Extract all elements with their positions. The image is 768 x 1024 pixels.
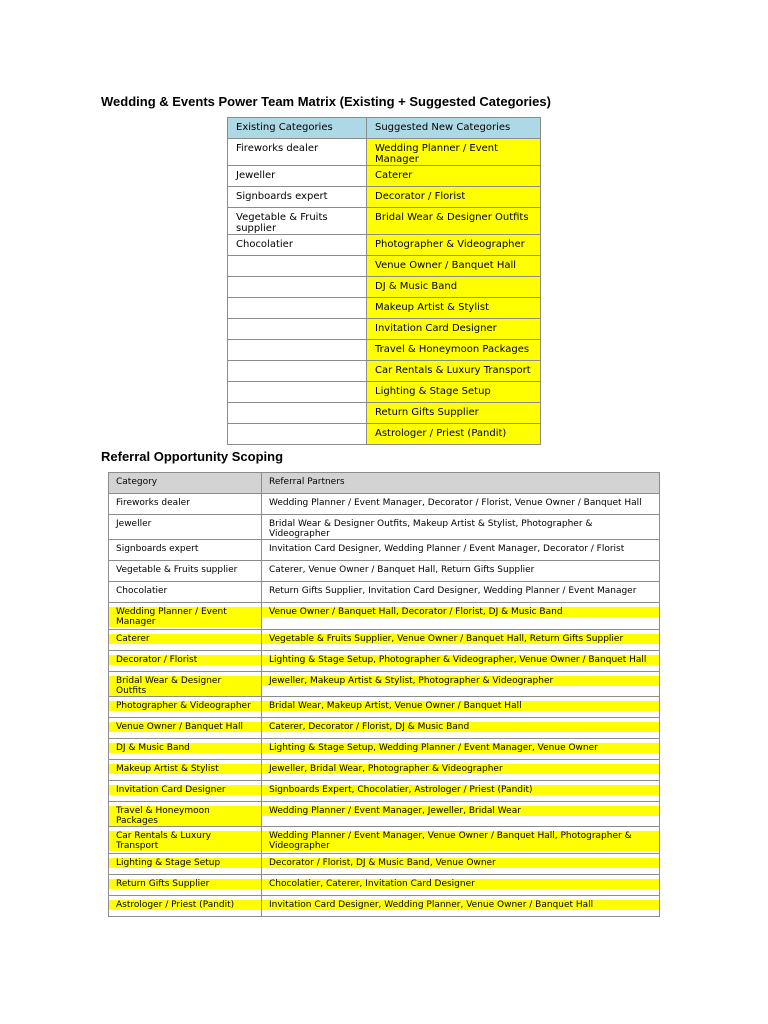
table-row [228, 340, 541, 361]
existing-category-cell [228, 424, 367, 445]
referral-category-cell [109, 672, 262, 697]
suggested-category-cell: Invitation Card Designer [367, 319, 541, 340]
referral-partners-cell [262, 781, 660, 802]
referral-category-text: Caterer [109, 634, 261, 644]
referral-category-text: Travel & Honeymoon Packages [109, 806, 261, 826]
referral-category-cell [109, 802, 262, 827]
suggested-category-cell: Caterer [367, 166, 541, 187]
referral-category-text: Decorator / Florist [109, 655, 261, 665]
table-row [228, 277, 541, 298]
table-row [109, 781, 660, 802]
table-row [109, 760, 660, 781]
referral-partners-cell [262, 718, 660, 739]
table-row [228, 382, 541, 403]
suggested-category-cell: Venue Owner / Banquet Hall [367, 256, 541, 277]
referral-category-text: DJ & Music Band [109, 743, 261, 753]
referral-category-cell [109, 827, 262, 854]
existing-category-cell [228, 256, 367, 277]
referral-category-text: Lighting & Stage Setup [109, 858, 261, 868]
referral-partners-cell [262, 697, 660, 718]
power-team-matrix-table [227, 117, 541, 445]
table-row [109, 718, 660, 739]
table-row [228, 166, 541, 187]
referral-partners-text: Caterer, Venue Owner / Banquet Hall, Return Gifts Supplier [269, 565, 535, 575]
suggested-category-cell: Lighting & Stage Setup [367, 382, 541, 403]
referral-category-cell [109, 718, 262, 739]
referral-partners-cell [262, 582, 660, 603]
existing-category-cell: Jeweller [228, 166, 367, 187]
referral-category-cell [109, 739, 262, 760]
table-row [228, 403, 541, 424]
referral-partners-text: Invitation Card Designer, Wedding Planner, Venue Owner / Banquet Hall [262, 900, 659, 910]
matrix-title: Wedding & Events Power Team Matrix (Existing + Suggested Categories) [101, 94, 551, 109]
referral-partners-text: Wedding Planner / Event Manager, Jeweller, Bridal Wear [262, 806, 659, 816]
referral-category-cell [109, 540, 262, 561]
table-row [109, 651, 660, 672]
existing-category-cell: Vegetable & Fruits supplier [228, 208, 367, 235]
referral-partners-text: Jeweller, Bridal Wear, Photographer & Videographer [262, 764, 659, 774]
suggested-category-cell: Bridal Wear & Designer Outfits [367, 208, 541, 235]
referral-partners-text: Lighting & Stage Setup, Wedding Planner / Event Manager, Venue Owner [262, 743, 659, 753]
referral-partners-text: Lighting & Stage Setup, Photographer & Videographer, Venue Owner / Banquet Hall [262, 655, 659, 665]
referral-category-text: Fireworks dealer [116, 498, 190, 508]
referral-partners-cell [262, 540, 660, 561]
referral-partners-text: Decorator / Florist, DJ & Music Band, Venue Owner [262, 858, 659, 868]
table-row [228, 187, 541, 208]
existing-category-cell [228, 319, 367, 340]
referral-category-cell [109, 697, 262, 718]
referral-partners-cell [262, 875, 660, 896]
referral-partners-cell [262, 561, 660, 582]
column-header-existing: Existing Categories [228, 118, 367, 139]
column-header-suggested: Suggested New Categories [367, 118, 541, 139]
table-row [228, 298, 541, 319]
referral-partners-cell [262, 760, 660, 781]
table-row [228, 208, 541, 235]
referral-category-text: Return Gifts Supplier [109, 879, 261, 889]
referral-category-cell [109, 651, 262, 672]
suggested-category-cell: Photographer & Videographer [367, 235, 541, 256]
table-row [228, 361, 541, 382]
referral-partners-cell [262, 802, 660, 827]
table-row [109, 603, 660, 630]
referral-partners-cell [262, 651, 660, 672]
referral-partners-text: Invitation Card Designer, Wedding Planner / Event Manager, Decorator / Florist [269, 544, 625, 554]
column-header-partners: Referral Partners [262, 473, 660, 494]
existing-category-cell: Fireworks dealer [228, 139, 367, 166]
table-header-row [109, 473, 660, 494]
suggested-category-cell: Astrologer / Priest (Pandit) [367, 424, 541, 445]
referral-partners-text: Return Gifts Supplier, Invitation Card Designer, Wedding Planner / Event Manager [269, 586, 637, 596]
table-row [109, 697, 660, 718]
referral-partners-text: Vegetable & Fruits Supplier, Venue Owner / Banquet Hall, Return Gifts Supplier [262, 634, 659, 644]
referral-partners-text: Bridal Wear & Designer Outfits, Makeup Artist & Stylist, Photographer & Videographer [269, 519, 593, 539]
referral-partners-cell [262, 739, 660, 760]
referral-partners-cell [262, 854, 660, 875]
table-row [109, 739, 660, 760]
table-row [109, 875, 660, 896]
referral-category-text: Invitation Card Designer [109, 785, 261, 795]
table-row [228, 235, 541, 256]
referral-category-text: Chocolatier [116, 586, 168, 596]
table-row [109, 672, 660, 697]
referral-partners-text: Wedding Planner / Event Manager, Decorator / Florist, Venue Owner / Banquet Hall [269, 498, 642, 508]
referral-partners-text: Signboards Expert, Chocolatier, Astrologer / Priest (Pandit) [262, 785, 659, 795]
referral-partners-text: Chocolatier, Caterer, Invitation Card Designer [262, 879, 659, 889]
referral-partners-cell [262, 672, 660, 697]
table-row [109, 540, 660, 561]
referral-category-cell [109, 875, 262, 896]
referral-partners-cell [262, 603, 660, 630]
suggested-category-cell: Return Gifts Supplier [367, 403, 541, 424]
referral-category-cell [109, 494, 262, 515]
table-row [109, 561, 660, 582]
existing-category-cell: Signboards expert [228, 187, 367, 208]
suggested-category-cell: Wedding Planner / Event Manager [367, 139, 541, 166]
table-row [228, 424, 541, 445]
referral-category-text: Jeweller [116, 519, 152, 529]
existing-category-cell [228, 382, 367, 403]
existing-category-cell: Chocolatier [228, 235, 367, 256]
referral-partners-text: Caterer, Decorator / Florist, DJ & Music Band [262, 722, 659, 732]
existing-category-cell [228, 361, 367, 382]
table-row [109, 802, 660, 827]
suggested-category-cell: DJ & Music Band [367, 277, 541, 298]
table-row [109, 827, 660, 854]
column-header-category: Category [109, 473, 262, 494]
table-row [109, 854, 660, 875]
referral-partners-cell [262, 896, 660, 917]
referral-partners-cell [262, 494, 660, 515]
referral-category-text: Car Rentals & Luxury Transport [109, 831, 261, 851]
table-header-row [228, 118, 541, 139]
referral-category-cell [109, 781, 262, 802]
table-row [109, 582, 660, 603]
existing-category-cell [228, 277, 367, 298]
referral-category-cell [109, 896, 262, 917]
referral-category-text: Vegetable & Fruits supplier [116, 565, 238, 575]
table-row [109, 896, 660, 917]
table-row [228, 139, 541, 166]
existing-category-cell [228, 403, 367, 424]
referral-partners-cell [262, 515, 660, 540]
referral-scoping-table [108, 472, 660, 917]
table-row [109, 494, 660, 515]
referral-partners-cell [262, 630, 660, 651]
referral-category-cell [109, 515, 262, 540]
table-row [228, 256, 541, 277]
referral-partners-text: Wedding Planner / Event Manager, Venue Owner / Banquet Hall, Photographer & Videographer [262, 831, 659, 851]
referral-category-text: Bridal Wear & Designer Outfits [109, 676, 261, 696]
referral-title: Referral Opportunity Scoping [101, 449, 284, 464]
suggested-category-cell: Decorator / Florist [367, 187, 541, 208]
existing-category-cell [228, 340, 367, 361]
referral-category-cell [109, 630, 262, 651]
suggested-category-cell: Travel & Honeymoon Packages [367, 340, 541, 361]
table-row [228, 319, 541, 340]
suggested-category-cell: Car Rentals & Luxury Transport [367, 361, 541, 382]
referral-category-text: Astrologer / Priest (Pandit) [109, 900, 261, 910]
table-row [109, 630, 660, 651]
referral-category-text: Wedding Planner / Event Manager [109, 607, 261, 627]
referral-category-text: Photographer & Videographer [109, 701, 261, 711]
referral-category-text: Venue Owner / Banquet Hall [109, 722, 261, 732]
existing-category-cell [228, 298, 367, 319]
referral-category-cell [109, 603, 262, 630]
referral-category-text: Signboards expert [116, 544, 199, 554]
table-row [109, 515, 660, 540]
referral-partners-text: Bridal Wear, Makeup Artist, Venue Owner / Banquet Hall [262, 701, 659, 711]
referral-partners-cell [262, 827, 660, 854]
referral-category-cell [109, 854, 262, 875]
referral-partners-text: Venue Owner / Banquet Hall, Decorator / Florist, DJ & Music Band [262, 607, 659, 617]
referral-category-cell [109, 760, 262, 781]
referral-category-text: Makeup Artist & Stylist [109, 764, 261, 774]
referral-category-cell [109, 561, 262, 582]
referral-partners-text: Jeweller, Makeup Artist & Stylist, Photographer & Videographer [262, 676, 659, 686]
referral-category-cell [109, 582, 262, 603]
suggested-category-cell: Makeup Artist & Stylist [367, 298, 541, 319]
